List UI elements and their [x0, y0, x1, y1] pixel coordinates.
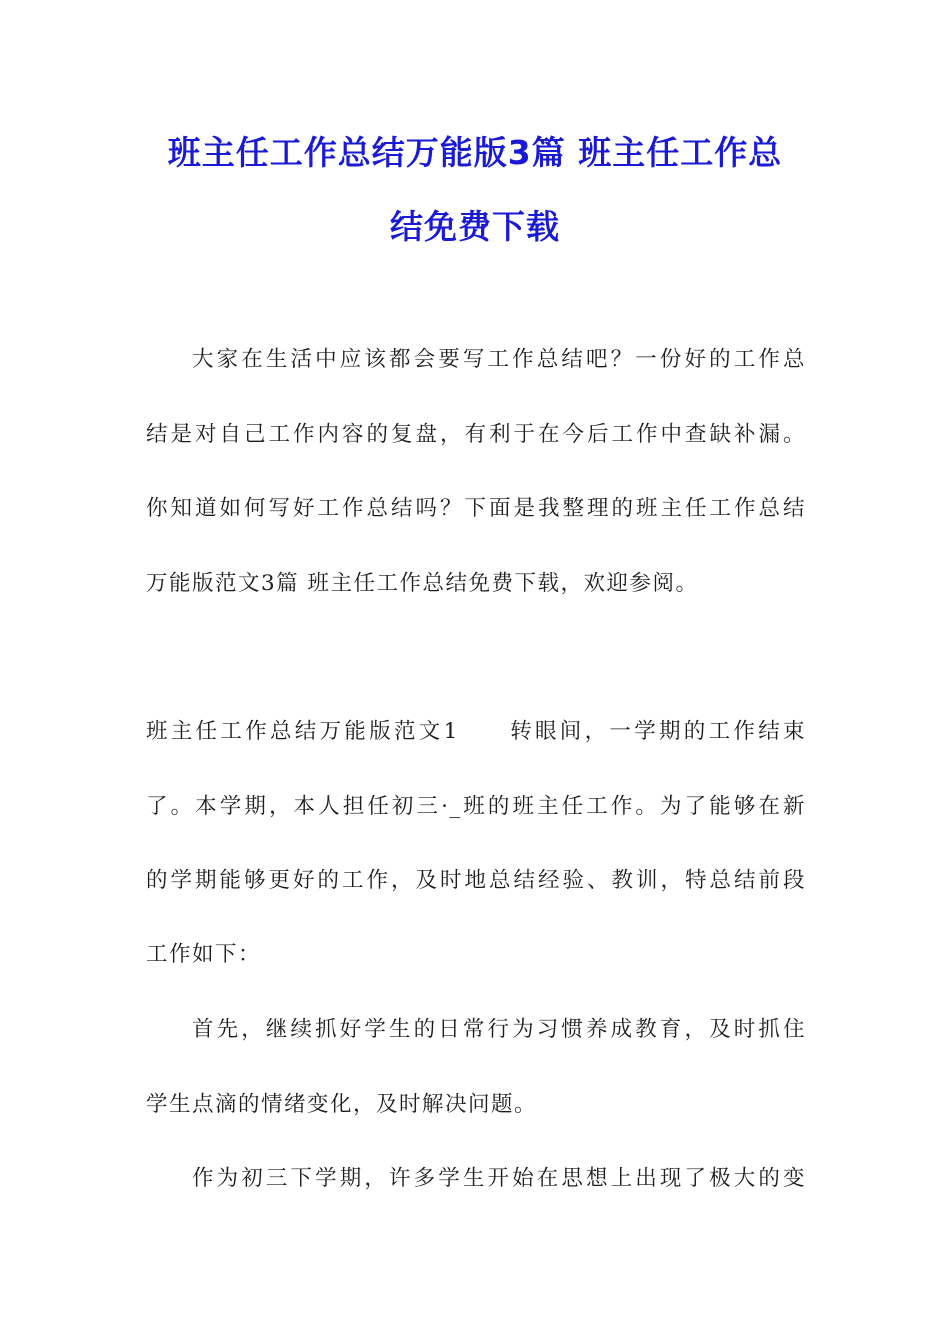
para2-line-1: 首先，继续抓好学生的日常行为习惯养成教育，及时抓住	[192, 1017, 806, 1042]
document-title-line-1: 班主任工作总结万能版3篇 班主任工作总	[167, 133, 783, 172]
section1-line-4: 工作如下：	[146, 942, 262, 967]
intro-line-3: 你知道如何写好工作总结吗？下面是我整理的班主任工作总结	[146, 496, 806, 521]
intro-line-2: 结是对自己工作内容的复盘，有利于在今后工作中查缺补漏。	[146, 422, 806, 447]
section1-line-1: 班主任工作总结万能版范文1 转眼间，一学期的工作结束	[146, 719, 806, 744]
para2-line-2: 学生点滴的情绪变化，及时解决问题。	[146, 1092, 538, 1117]
para3-line-1: 作为初三下学期，许多学生开始在思想上出现了极大的变	[192, 1166, 806, 1191]
document-title-line-2: 结免费下载	[390, 207, 560, 246]
section1-line-2: 了。本学期，本人担任初三·_班的班主任工作。为了能够在新	[146, 794, 806, 819]
intro-line-4: 万能版范文3篇 班主任工作总结免费下载，欢迎参阅。	[146, 571, 699, 596]
section1-line-3: 的学期能够更好的工作，及时地总结经验、教训，特总结前段	[146, 868, 806, 893]
intro-line-1: 大家在生活中应该都会要写工作总结吧？一份好的工作总	[192, 347, 806, 372]
